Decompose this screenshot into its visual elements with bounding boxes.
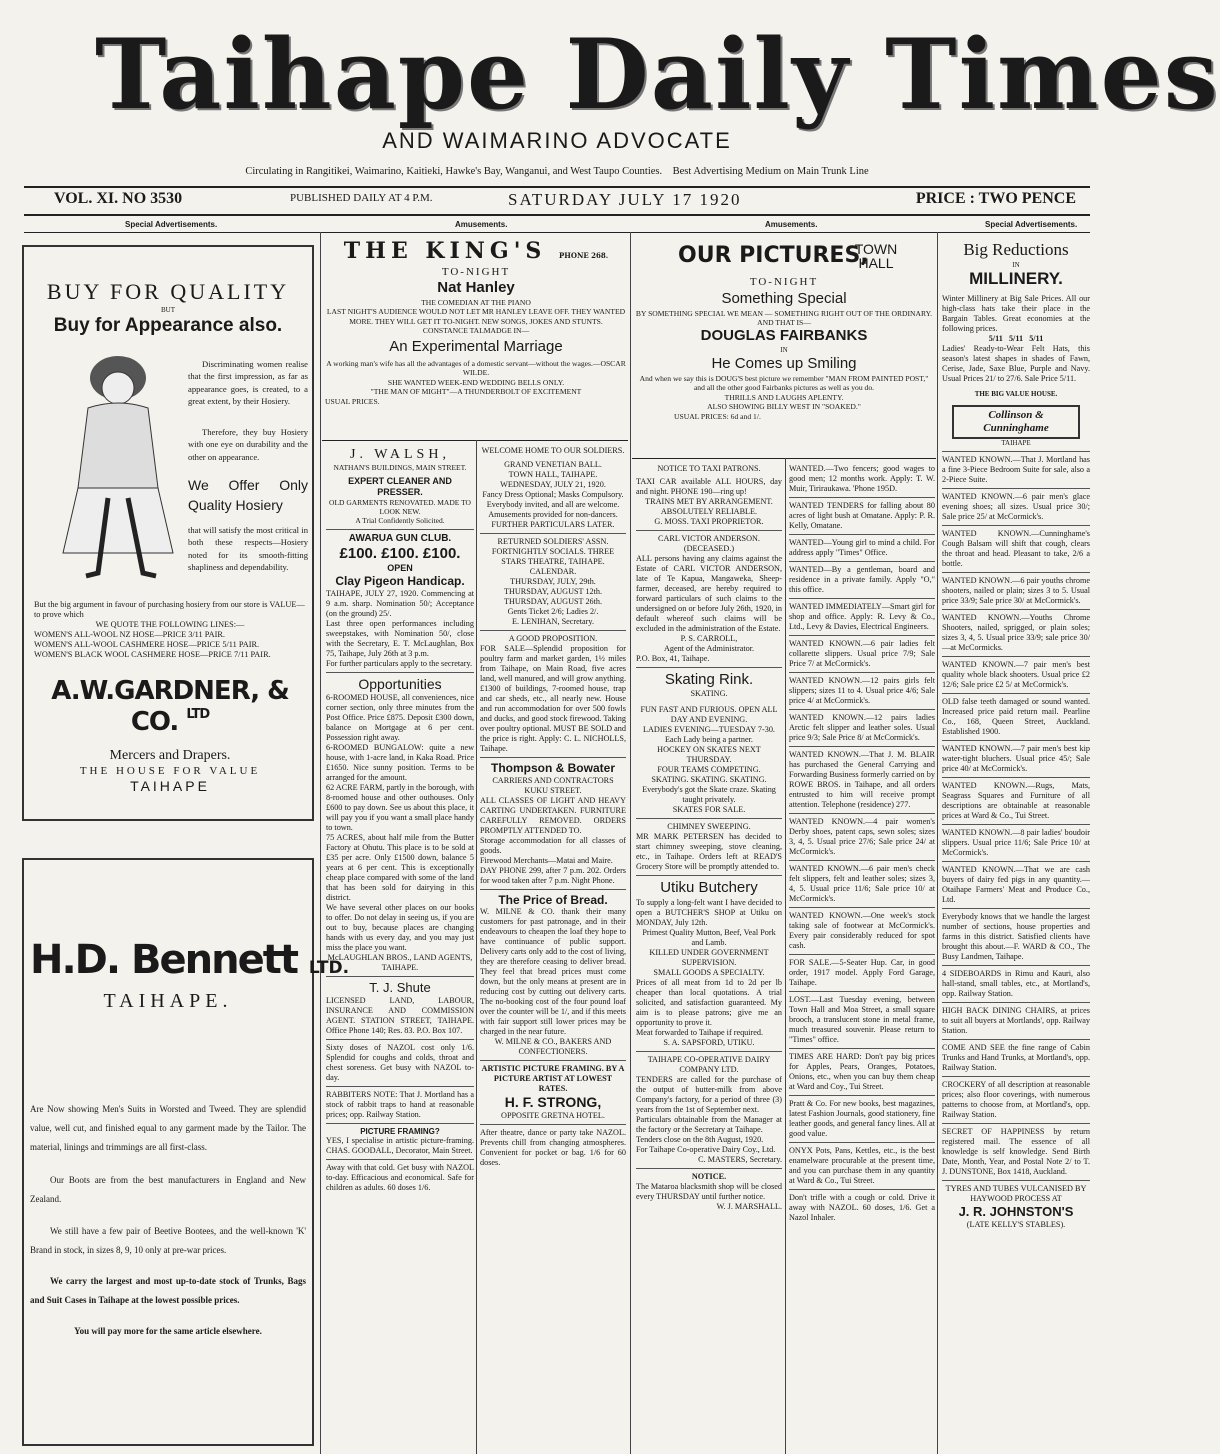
rsa-text-2: CALENDAR.	[529, 567, 577, 576]
rsa-text-4: THURSDAY, AUGUST 12th.	[503, 587, 603, 596]
nazol-advert-3: After theatre, dance or party take NAZOL. Prevents chill from changing atmospheres. Convenient for pocket or bag. 1/6 for 60 doses.	[480, 1128, 626, 1168]
millinery-prices: 5/11 5/11 5/11	[988, 334, 1044, 343]
section-label: Amusements.	[765, 220, 818, 229]
thompson-text-1: CARRIERS AND CONTRACTORS KUKU STREET.	[492, 775, 614, 795]
skating-text-1: FUN FAST AND FURIOUS. OPEN ALL DAY AND EVENING.	[640, 705, 778, 725]
millinery-heading: MILLINERY.	[969, 269, 1063, 289]
welcome-text-1: GRAND VENETIAN BALL.	[504, 460, 602, 469]
column-2a	[326, 446, 474, 1452]
utiku-text-1: To supply a long-felt want I have decided to open a BUTCHER'S SHOP at Utiku on MONDAY, July 12th.	[636, 897, 782, 927]
opportunities-text-1: 6-ROOMED HOUSE, all conveniences, nice corner section, only three minutes from the Post Office. Price £875. Deposit £300 down, balance on Mortgage at 6 per cent. Possession right away.	[326, 692, 474, 742]
lady-hosiery-illustration	[48, 338, 186, 588]
pictures-title: OUR PICTURES,	[678, 243, 869, 268]
thompson-text-2: ALL CLASSES OF LIGHT AND HEAVY CARTING UNDERTAKEN. FURNITURE CAREFULLY REMOVED. ORDERS PROMPTLY ATTENDED TO.	[480, 795, 626, 835]
gardner-text-3: that will satisfy the most critical in both these respects—Hosiery noted for its smooth-fitting shapliness and dependability.	[188, 524, 308, 573]
section-label: Special Advertisements.	[985, 220, 1078, 229]
pictures-tonight: TO-NIGHT	[749, 276, 819, 288]
shute-name: T. J. Shute	[369, 979, 431, 995]
notice-signature: W. J. MARSHALL.	[716, 1201, 782, 1211]
kings-text-1: THE COMEDIAN AT THE PIANO	[421, 298, 531, 307]
skating-text-4: FOUR TEAMS COMPETING.	[657, 765, 761, 775]
kings-text-6: "THE MAN OF MIGHT"—A THUNDERBOLT OF EXCITEMENT	[370, 387, 582, 397]
kings-text-5: SHE WANTED WEEK-END WEDDING BELLS ONLY.	[387, 377, 565, 387]
dairy-text-1: TENDERS are called for the purchase of the output of butter-milk from above Company's factory, for a period of three (3) years from the 1st of September next.	[636, 1074, 782, 1114]
thompson-text-4: Firewood Merchants—Matai and Maire.	[480, 855, 613, 865]
ward-landmen-advert: Everybody knows that we handle the largest number of sections, house properties and farms in this district. Satisfied clients have brought this about.—F. WARD & CO., The Busy Landmen, Taihape.	[942, 911, 1090, 961]
nazol-cough-advert: Don't trifle with a cough or cold. Drive it away with NAZOL. 60 doses, 1/6. Get a Nazol Inhaler.	[789, 1193, 935, 1222]
wanted-item: WANTED KNOWN.—That J. M. BLAIR has purchased the General Carrying and Forwarding Business formerly carried on by ROWE BROS. in Taihape, and all orders entrusted to him will receive prompt attention. Telephone (residence) 277.	[789, 750, 935, 809]
gardner-text-1: Discriminating women realise that the first impression, as far as appearance goes, is created, to a great extent, by their Hosiery.	[188, 359, 308, 407]
pictures-text-3: THRILLS AND LAUGHS APLENTY.	[724, 392, 844, 402]
crockery-advert: CROCKERY of all description at reasonable prices; also floor coverings, with numerous patterns to choose from, at Mortland's, opp. Railway Station.	[942, 1079, 1090, 1119]
big-value-house: THE BIG VALUE HOUSE.	[974, 390, 1058, 398]
sideboards-advert: 4 SIDEBOARDS in Rimu and Kauri, also hall-stand, small tables, etc., at Mortland's, opp. Railway Station.	[942, 968, 1090, 998]
walsh-text-2: A Trial Confidently Solicited.	[355, 516, 445, 526]
circulation-line	[0, 166, 1114, 177]
kings-text-3: CONSTANCE TALMADGE IN—	[422, 326, 530, 336]
notice-text: The Mataroa blacksmith shop will be closed every THURSDAY until further notice.	[636, 1181, 782, 1201]
taxi-text-4: G. MOSS. TAXI PROPRIETOR.	[654, 517, 764, 526]
rsa-text-3: THURSDAY, JULY, 29th.	[510, 577, 596, 586]
section-label: Special Advertisements.	[125, 220, 218, 229]
proposition-heading: A GOOD PROPOSITION.	[508, 634, 598, 643]
times-are-hard: TIMES ARE HARD: Don't pay big prices for Apples, Pears, Oranges, Potatoes, Onions, etc., when you can buy them cheap at Ward and Coy., Tui Street.	[789, 1052, 935, 1091]
estate-signature-3: P.O. Box, 41, Taihape.	[636, 654, 710, 663]
volume-number: VOL. XI. NO 3530	[54, 190, 183, 207]
kings-rule	[322, 440, 628, 441]
welcome-text-4: Fancy Dress Optional; Masks Compulsory.	[482, 490, 624, 499]
gun-club-text-3: For further particulars apply to the secretary.	[326, 658, 473, 668]
picture-framing-text: YES, I specialise in artistic picture-framing. CHAS. GOODALL, Decorator, Main Street.	[326, 1136, 474, 1156]
tyres-text: TYRES AND TUBES VULCANISED BY HAYWOOD PROCESS AT	[945, 1183, 1087, 1203]
issue-price: PRICE : TWO PENCE	[915, 190, 1076, 207]
gardner-headline: BUY FOR QUALITY	[46, 279, 290, 304]
wanted-item: WANTED KNOWN.—12 pairs girls felt slippers; sizes 11 to 4. Usual price 4/6; Sale price 4/ at McCormick's.	[789, 676, 935, 705]
gardner-line-2: WOMEN'S ALL-WOOL CASHMERE HOSE—PRICE 5/11 PAIR.	[34, 639, 260, 649]
wanted-item: WANTED KNOWN.—12 pairs ladies Arctic felt slipper and leather soles. Usual price 9/3; Sale Price 8/ at McCormick's.	[789, 713, 935, 742]
collinson-logo: Collinson & Cunninghame	[952, 405, 1080, 440]
dairy-text-3: Tenders close on the 8th August, 1920.	[636, 1134, 764, 1144]
wanted-item: WANTED.—Two fencers; good wages to good men; 12 months work. Apply: T. W. Muir, Tiriraukawa. 'Phone 195D.	[789, 464, 935, 493]
bennett-content	[30, 935, 350, 1435]
rsa-text-1: FORTNIGHTLY SOCIALS. THREE STARS THEATRE, TAIHAPE.	[491, 547, 615, 566]
bennett-text-2: Our Boots are from the best manufacturers in England and New Zealand.	[30, 1174, 306, 1204]
skating-text-7: SKATES FOR SALE.	[672, 805, 746, 815]
bennett-text-1: Are Now showing Men's Suits in Worsted and Tweed. They are splendid value, well cut, and finished equal to any garment made by the Tailor. The material, linings and trimmings are all first-class.	[30, 1104, 306, 1152]
bread-text-1: W. MILNE & CO. thank their many customers for past patronage, and in their endeavours to cheapen the loaf they hope to have continuance of public support. Delivery carts only add to the cost of living, they are therefore ceasing to deliver bread. They feel that bread prices must come down, but the only means at present are in reducing cost by cutting out delivery carts. The no-booking cost of the four pound loaf over the counter will be 1/, and if this meets with fair support still lower prices may be charged in the near future.	[480, 907, 626, 1037]
cabin-trunks-advert: COME AND SEE the fine range of Cabin Trunks and Hand Trunks, at Mortland's, opp. Railway Station.	[942, 1042, 1090, 1072]
rsa-text-5: THURSDAY, AUGUST 26th.	[503, 597, 603, 606]
dairy-heading: TAIHAPE CO-OPERATIVE DAIRY COMPANY LTD.	[647, 1054, 771, 1074]
gardner-house: THE HOUSE FOR VALUE	[79, 764, 261, 777]
framing-text-1: ARTISTIC PICTURE FRAMING. BY A PICTURE ARTIST AT LOWEST RATES.	[481, 1064, 625, 1094]
masthead-subtitle: AND WAIMARINO ADVOCATE	[382, 128, 732, 153]
notice-heading: NOTICE.	[691, 1171, 727, 1181]
pictures-special: Something Special	[721, 289, 847, 307]
column-4	[942, 240, 1090, 1452]
pictures-in: IN	[780, 346, 788, 355]
chimney-text: MR MARK PETERSEN has decided to start chimney sweeping, stove cleaning, etc., in Taihape. Orders left at READ'S Grocery Store will be promptly attended to.	[636, 832, 782, 872]
utiku-text-4: SMALL GOODS A SPECIALTY.	[653, 967, 765, 977]
welcome-text-6: Amusements provided for non-dancers.	[488, 510, 618, 519]
wanted-item: WANTED KNOWN.—6 pair men's check felt slippers, felt and leather soles; sizes 3, 4, 5. Usual price 11/6; Sale price 10/ at McCormick's.	[789, 864, 935, 903]
column-3a	[636, 464, 782, 1452]
bennett-name: H.D. Bennett	[30, 937, 297, 983]
dining-chairs-advert: HIGH BACK DINING CHAIRS, at prices to suit all buyers at Mortlands', opp. Railway Station.	[942, 1005, 1090, 1035]
rabbiters-notice: RABBITERS NOTE: That J. Mortland has a stock of rabbit traps to hand at reasonable prices; opp. Railway Station.	[326, 1089, 474, 1119]
pictures-venue: TOWN HALL	[854, 241, 898, 271]
issue-date: SATURDAY JULY 17 1920	[508, 190, 742, 209]
skating-text-2: LADIES EVENING—TUESDAY 7-30. Each Lady being a partner.	[643, 725, 775, 745]
wanted-known-item: WANTED KNOWN.—7 pair men's best kip water-tight bluchers. Usual price 45/; Sale price 40/ at McCormick's.	[942, 743, 1090, 773]
walsh-line: EXPERT CLEANER AND PRESSER.	[348, 476, 452, 498]
pictures-film: He Comes up Smiling	[711, 354, 857, 372]
proposition-text: FOR SALE—Splendid proposition for poultry farm and market garden, 1½ miles from Taihape, on Main Road, five acres land, well manured, and will grow anything. £1300 of buildings, 7-roomed house, trap and car sheds, etc., all nearly new. House and run accommodation for over 500 fowls and ducks, and good stock firewood. Taking over poultry optional. MUST BE SOLD and the price is right. Apply: C. L. NICHOLLS, Taihape.	[480, 644, 626, 753]
opportunities-firm: McLAUGHLAN BROS., LAND AGENTS, TAIHAPE.	[327, 952, 473, 972]
gardner-but: BUT	[161, 305, 175, 314]
skating-heading: Skating Rink.	[664, 671, 754, 688]
gardner-town: TAIHAPE	[130, 778, 210, 795]
johnston-late: (LATE KELLY'S STABLES).	[966, 1219, 1066, 1229]
nazol-advert-2: Away with that cold. Get busy with NAZOL to-day. Efficacious and economical. Safe for children as adults. 60 doses 1/6.	[326, 1163, 474, 1193]
johnston-name: J. R. JOHNSTON'S	[958, 1203, 1074, 1219]
opportunities-text-3: 62 ACRE FARM, partly in the borough, with 8-roomed house and other outhouses. Only £600 to pay down. See us about this place, it will pay you if you want a small place handy to town.	[326, 782, 474, 832]
kings-star: Nat Hanley	[437, 279, 515, 297]
wanted-known-item: WANTED KNOWN.—8 pair ladies' boudoir slippers. Usual price 11/6; Sale Price 10/ at McCormick's.	[942, 827, 1090, 857]
big-town: TAIHAPE	[1001, 439, 1031, 448]
gun-club-prize: £100. £100. £100.	[339, 544, 461, 562]
onyx-advert: ONYX Pots, Pans, Kettles, etc., is the best enamelware procurable at the present time, and you can purchase them in any quantity at Ward & Co., Tui Street.	[789, 1146, 935, 1185]
strong-name: H. F. STRONG,	[504, 1094, 602, 1111]
dairy-text-4: For Taihape Co-operative Dairy Coy., Ltd.	[636, 1144, 776, 1154]
top-rule	[24, 186, 1090, 188]
false-teeth-advert: OLD false teeth damaged or sound wanted. Increased price paid return mail. Pearline Co., 168, Queen Street, Auckland. Established 1900.	[942, 696, 1090, 736]
skating-text-6: Everybody's got the Skate craze. Skating taught privately.	[642, 785, 776, 805]
shute-text: LICENSED LAND, LABOUR, INSURANCE AND COMMISSION AGENT. STATION STREET, TAIHAPE. Office Phone 140; Res. 83. P.O. Box 107.	[326, 995, 474, 1035]
bennett-name-line	[30, 935, 350, 985]
wanted-known-item: WANTED KNOWN.—6 pair youths chrome shooters, nailed or plain; sizes 3 to 5. Usual price 33/9; Sale price 30/ at McCormick's.	[942, 575, 1090, 605]
pictures-text-5: USUAL PRICES: 6d and 1/.	[674, 411, 761, 421]
welcome-text-3: WEDNESDAY, JULY 21, 1920.	[500, 480, 606, 489]
gun-club-event: Clay Pigeon Handicap.	[335, 574, 465, 589]
pictures-rule	[632, 458, 936, 459]
welcome-text-7: FURTHER PARTICULARS LATER.	[491, 520, 615, 529]
pictures-text-4: ALSO SHOWING BILLY WEST IN "SOAKED."	[707, 402, 861, 412]
gun-club-text-2: Last three open performances including sweepstakes, with Nomination 50/, close with the Secretary, E. T. McLaughlan, Box 75, Taihape, July 26th at 3 p.m.	[326, 618, 474, 658]
skating-text-3: HOCKEY ON SKATES NEXT THURSDAY.	[657, 745, 761, 765]
column-3b	[789, 464, 935, 1452]
wanted-known-item: WANTED KNOWN.—That we are cash buyers of dairy fed pigs in any quantity.—Otaihape Farmers' Meat and Produce Co., Ltd.	[942, 864, 1090, 904]
wanted-item: WANTED IMMEDIATELY—Smart girl for shop and office. Apply: R. Levy & Co., Ltd., Levy & Davies, Electrical Engineers.	[789, 602, 935, 631]
skating-subheading: SKATING.	[690, 689, 728, 699]
taxi-text-3: ABSOLUTELY RELIABLE.	[660, 507, 758, 516]
thompson-text-3: Storage accommodation for all classes of goods.	[480, 835, 626, 855]
gardner-line-3: WOMEN'S BLACK WOOL CASHMERE HOSE—PRICE 7/11 PAIR.	[34, 649, 271, 659]
kings-text-2: LAST NIGHT'S AUDIENCE WOULD NOT LET MR HANLEY LEAVE OFF. THEY WANTED MORE. THEY WILL GET IT TO-NIGHT. NEW SONGS, JOKES AND STUNTS.	[326, 307, 626, 326]
estate-text: ALL persons having any claims against the Estate of CARL VICTOR ANDERSON, late of Te Kapua, Mangaweka, Sheep-farmer, deceased, are hereby required to forward particulars of such claims to the undersigned on or before July 26th, 1920, in default whereof such claims will be excluded in the administration of the Estate.	[636, 554, 782, 633]
gardner-lines	[34, 600, 306, 814]
column-rule	[937, 232, 938, 1454]
gun-club-heading: AWARUA GUN CLUB.	[348, 532, 452, 544]
pratt-advert: Pratt & Co. For new books, best magazines, latest Fashion Journals, good stationery, fine leather goods, and general fancy lines. All at good value.	[789, 1099, 935, 1138]
wanted-known-item: WANTED KNOWN.—That J. Mortland has a fine 3-Piece Bedroom Suite for sale, also a 2-Piece Suite.	[942, 454, 1090, 484]
taxi-heading: NOTICE TO TAXI PATRONS.	[657, 464, 761, 473]
kings-title: THE KING'S	[343, 238, 547, 264]
gardner-mercers: Mercers and Drapers.	[109, 748, 231, 764]
big-reductions-in: IN	[1012, 260, 1020, 269]
rsa-text-6: Gents Ticket 2/6; Ladies 2/.	[507, 607, 599, 616]
trunk-line-text: Best Advertising Medium on Main Trunk Line	[672, 166, 869, 177]
taxi-text-1: TAXI CAR available ALL HOURS, day and night. PHONE 190—ring up!	[636, 477, 782, 496]
issue-info-bar	[30, 190, 1086, 212]
wanted-known-item: WANTED KNOWN.—6 pair men's glace evening shoes; all sizes. Usual price 30/; Sale price 25/ at McCormick's.	[942, 491, 1090, 521]
utiku-text-6: Meat forwarded to Taihape if required.	[636, 1027, 764, 1037]
framing-text-2: OPPOSITE GRETNA HOTEL.	[501, 1111, 605, 1121]
kings-film: An Experimental Marriage	[389, 337, 563, 355]
info-rule	[24, 214, 1090, 216]
kings-phone: PHONE 268.	[559, 251, 609, 260]
section-rule	[24, 232, 1090, 233]
gardner-copy	[188, 358, 308, 594]
pictures-title-line	[634, 238, 934, 276]
gardner-text-4: But the big argument in favour of purchasing hosiery from our store is VALUE—to prove which	[34, 600, 305, 619]
wanted-known-item: WANTED KNOWN.—7 pair men's best quality whole black shooters. Usual price £2 12/6; Sale price £2 5/ at McCormick's.	[942, 659, 1090, 689]
pictures-star: DOUGLAS FAIRBANKS	[700, 327, 868, 345]
pictures-advert	[634, 238, 934, 456]
wanted-known-item: WANTED KNOWN.—Rugs, Mats, Seagrass Squares and Furniture of all descriptions are obtainable at reasonable prices at Ward & Co., Tui Street.	[942, 780, 1090, 820]
estate-signature-1: P. S. CARROLL,	[680, 634, 738, 643]
wanted-known-item: WANTED KNOWN.—Youths Chrome Shooters, nailed, sprigged, or plain soles; sizes 3, 4, 5. Usual price 33/9; sale price 30/—at McCormicks.	[942, 612, 1090, 652]
gardner-name: A.W.GARDNER, & CO.	[51, 675, 289, 737]
gardner-firm-name	[34, 676, 306, 738]
welcome-text-5: Everybody invited, and all are welcome.	[486, 500, 620, 509]
utiku-text-3: KILLED UNDER GOVERNMENT SUPERVISION.	[649, 947, 769, 967]
nazol-advert-1: Sixty doses of NAZOL cost only 1/6. Splendid for coughs and colds, throat and chest soreness. Get busy with NAZOL to-day.	[326, 1042, 474, 1082]
picture-framing-heading: PICTURE FRAMING?	[360, 1126, 440, 1136]
wanted-item: WANTED KNOWN.—4 pair women's Derby shoes, patent caps, sewn soles; sizes 3, 4, 5. Usual price 27/6; Sale price 24/ at McCormick's.	[789, 817, 935, 856]
bennett-text-4: We carry the largest and most up-to-date stock of Trunks, Bags and Suit Cases in Taihape at the lowest possible prices.	[30, 1276, 306, 1306]
for-sale-car: FOR SALE.—5-Seater Hup. Car, in good order, 1917 model. Apply Ford Garage, Taihape.	[789, 958, 935, 987]
wanted-item: WANTED KNOWN.—6 pair ladies felt collarette slippers. Usual price 7/9; Sale Price 7/ at McCormick's.	[789, 639, 935, 668]
column-rule	[630, 232, 631, 1454]
chimney-heading: CHIMNEY SWEEPING.	[667, 822, 751, 832]
bennett-copy	[30, 1100, 306, 1341]
opportunities-text-5: We have several other places on our books to offer. Do not delay in seeing us, if you are out to buy, because places are changing hands with us every day, and you may just miss the place you want.	[326, 902, 474, 952]
bennett-town: TAIHAPE.	[103, 990, 233, 1012]
welcome-text-2: TOWN HALL, TAIHAPE.	[508, 470, 598, 479]
taxi-text-2: TRAINS MET BY ARRANGEMENT.	[645, 497, 773, 506]
thompson-name: Thompson & Bowater	[490, 761, 615, 775]
gardner-ltd: LTD	[186, 706, 210, 722]
bennett-text-5: You will pay more for the same article elsewhere.	[74, 1326, 262, 1337]
gardner-quote: WE QUOTE THE FOLLOWING LINES:—	[95, 619, 245, 629]
subcolumn-rule	[785, 458, 786, 1454]
rsa-text-7: E. LENIHAN, Secretary.	[512, 617, 594, 626]
gardner-subheadline: Buy for Appearance also.	[53, 315, 283, 337]
happiness-advert: SECRET OF HAPPINESS by return registered mail. The essence of all knowledge is self knowledge. Send Birth Date, Month, Year, and Postal Note 2/ to T. J. DUNSTONE, Box 1418, Auckland.	[942, 1126, 1090, 1176]
bread-heading: The Price of Bread.	[498, 892, 608, 907]
thompson-text-5: DAY PHONE 299, after 7 p.m. 202. Orders for wood taken after 7 p.m. Night Phone.	[480, 865, 626, 885]
wanted-item: WANTED—Young girl to mind a child. For address apply "Times" Office.	[789, 538, 935, 557]
opportunities-heading: Opportunities	[358, 675, 442, 692]
kings-text-7: USUAL PRICES.	[325, 396, 380, 406]
bennett-text-3: We still have a few pair of Beetive Bootees, and the well-known 'K' Brand in stock, in sizes 8, 9, 10 only at pre-war prices.	[30, 1226, 306, 1256]
big-reductions-heading: Big Reductions	[963, 240, 1069, 259]
masthead-title: Taihape Daily Times	[95, 18, 1220, 131]
dairy-signature: C. MASTERS, Secretary.	[698, 1154, 782, 1164]
kings-text-4: A working man's wife has all the advantages of a domestic servant—without the wages.—OSCAR WILDE.	[326, 358, 626, 378]
opportunities-text-4: 75 ACRES, about half mile from the Butter Factory at Ohutu. This place is to be sold at £35 per acre. Only £1500 down, balance 5 years at 6 per cent. This is exceptionally cheap place compared with some of the land that has been sold for dairying in this district.	[326, 832, 474, 902]
circulation-text: Circulating in Rangitikei, Waimarino, Kaitieki, Hawke's Bay, Wanganui, and West Taupo Counties.	[245, 166, 663, 177]
utiku-heading: Utiku Butchery	[660, 879, 758, 897]
estate-heading: CARL VICTOR ANDERSON. (DECEASED.)	[658, 534, 760, 553]
bennett-ltd: LTD.	[308, 958, 350, 978]
welcome-heading: WELCOME HOME TO OUR SOLDIERS.	[481, 446, 625, 455]
section-label: Amusements.	[455, 220, 508, 229]
utiku-signature: S. A. SAPSFORD, UTIKU.	[663, 1037, 755, 1047]
wanted-item: WANTED TENDERS for falling about 80 acres of light bush at Omatane. Apply: P. R. Kelly, Omatane.	[789, 501, 935, 530]
wanted-item: WANTED—By a gentleman, board and residence in a private family. Apply "O," this office.	[789, 565, 935, 594]
subcolumn-rule	[476, 440, 477, 1454]
rsa-heading: RETURNED SOLDIERS' ASSN.	[497, 537, 609, 546]
pictures-text-2: And when we say this is DOUG'S best picture we remember "MAN FROM PAINTED POST," and all the other good Fairbanks pictures as well as you do.	[639, 373, 929, 393]
wanted-known-item: WANTED KNOWN.—Cunninghame's Cough Balsam will shift that cough, clears the throat and head. Pleasant to take, 2/6 a bottle.	[942, 528, 1090, 568]
opportunities-text-2: 6-ROOMED BUNGALOW: quite a new house, with 1-acre land, in Kaka Road. Price £1650. Nice sunny position. Terms to be arranged for the amount.	[326, 742, 474, 782]
millinery-text-2: Ladies' Ready-to-Wear Felt Hats, this season's latest shapes in shades of Fawn, Cerise, Jade, Saxe Blue, Purple and Navy. Usual Prices 21/ to 27/6. Sale Price 5/11.	[942, 344, 1090, 383]
lost-brooch: LOST.—Last Tuesday evening, between Town Hall and Moa Street, a small square brooch, a translucent stone in metal frame, much treasured souvenir. Please return to "Times" office.	[789, 995, 935, 1044]
millinery-text-1: Winter Millinery at Big Sale Prices. All our high-class hats take their place in the Bargain Tables. Great economies at the following prices.	[942, 294, 1090, 333]
skating-text-5: SKATING. SKATING. SKATING.	[651, 775, 767, 785]
publish-time: PUBLISHED DAILY AT 4 P.M.	[290, 192, 433, 204]
walsh-address: NATHAN'S BUILDINGS, MAIN STREET.	[333, 463, 467, 473]
utiku-text-5: Prices of all meat from 1d to 2d per lb cheaper than local quotations. A trial solicited, and satisfaction guaranteed. My aim is to please patrons; give me an opportunity to prove it.	[636, 977, 782, 1027]
pictures-text-1: BY SOMETHING SPECIAL WE MEAN — SOMETHING RIGHT OUT OF THE ORDINARY. AND THAT IS—	[635, 308, 933, 327]
gun-club-text-1: TAIHAPE, JULY 27, 1920. Commencing at 9 a.m. sharp. Nomination 50/; Acceptance (on the ground) 25/.	[326, 588, 474, 618]
estate-signature-2: Agent of the Administrator.	[663, 644, 755, 653]
kings-title-line	[325, 238, 627, 266]
gardner-line-1: WOMEN'S ALL-WOOL NZ HOSE—PRICE 3/11 PAIR.	[34, 629, 225, 639]
kings-tonight: TO-NIGHT	[441, 265, 511, 278]
walsh-name: J. WALSH,	[350, 447, 450, 462]
wanted-item: WANTED KNOWN.—One week's stock taking sale of footwear at McCormick's. Every pair considerably reduced for spot cash.	[789, 911, 935, 950]
gardner-text-2: Therefore, they buy Hosiery with one eye on durability and the other on appearance.	[188, 426, 308, 462]
column-rule	[320, 232, 321, 1454]
gardner-offer: We Offer Only Quality Hosiery	[188, 477, 308, 514]
column-2b	[480, 446, 626, 1452]
dairy-text-2: Particulars obtainable from the Manager at the factory or the Secretary at Taihape.	[636, 1114, 782, 1134]
kings-advert	[325, 238, 627, 436]
walsh-text-1: OLD GARMENTS RENOVATED. MADE TO LOOK NEW.	[329, 498, 471, 517]
gun-club-open: OPEN	[387, 563, 413, 574]
bread-text-2: W. MILNE & CO., BAKERS AND CONFECTIONERS.	[494, 1037, 612, 1057]
utiku-text-2: Primest Quality Mutton, Beef, Veal Pork and Lamb.	[642, 927, 776, 947]
